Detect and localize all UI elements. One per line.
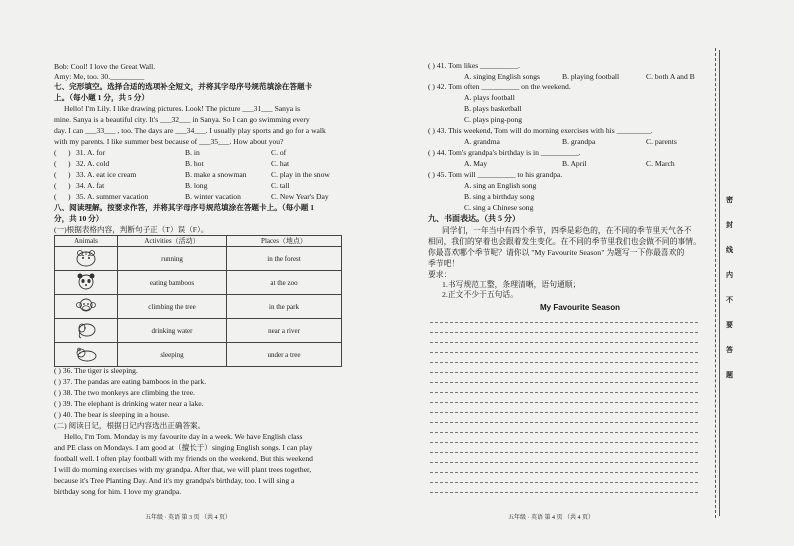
place-cell: under a tree: [227, 343, 342, 367]
activity-cell: running: [118, 247, 227, 271]
right-page: [400, 0, 794, 546]
page-footer: 五年级 · 英语 第 4 页 （共 4 页）: [508, 515, 594, 521]
mc-option-c: C. March: [646, 159, 675, 168]
cloze-option-c: C. New Year's Day: [271, 192, 329, 201]
passage-line: with my parents. I like summer best because of ___35___. How about you?: [54, 137, 284, 146]
cloze-option-c: C. of: [271, 148, 287, 157]
seal-line: [715, 48, 717, 518]
mc-option-a: A. singing English songs: [464, 72, 540, 81]
dialogue-line-1: Bob: Cool! I love the Great Wall.: [54, 62, 156, 71]
table-header: Places（地点）: [227, 236, 342, 247]
seal-char: 要: [726, 321, 733, 329]
mc-option-c: C. both A and B: [646, 72, 695, 81]
mc-option-a: A. plays football: [464, 93, 515, 102]
cloze-option-b: B. hot: [185, 159, 204, 168]
mc-option-b: B. plays basketball: [464, 104, 522, 113]
mc-option-a: A. grandma: [464, 137, 500, 146]
passage-line: day. I can ___33___ , too. The days are ___34___. I usually play sports and go for a walk: [54, 126, 326, 135]
mc-option-a: A. May: [464, 159, 488, 168]
cloze-option-b: B. winter vacation: [185, 192, 241, 201]
cloze-option-b: B. long: [185, 181, 208, 190]
mc-question: ( ) 41. Tom likes __________.: [428, 61, 520, 70]
page-footer: 五年级 · 英语 第 3 页 （共 4 页）: [145, 515, 231, 521]
table-header: Animals: [55, 236, 118, 247]
seal-char: 内: [726, 271, 733, 279]
activity-cell: climbing the tree: [118, 295, 227, 319]
mc-option-c: C. plays ping-pong: [464, 115, 523, 124]
requirements-label: 要求：: [428, 270, 452, 279]
tf-question: ( ) 36. The tiger is sleeping.: [54, 366, 138, 375]
diary-line: and PE class on Mondays. I am good at（擅长于）singing English songs. I can play: [54, 443, 313, 452]
tf-question: ( ) 38. The two monkeys are climbing the tree.: [54, 388, 195, 397]
table-row: [55, 343, 342, 367]
activity-cell: sleeping: [118, 343, 227, 367]
mc-option-c: C. parents: [646, 137, 677, 146]
cloze-option-b: B. make a snowman: [185, 170, 247, 179]
section9-title: 九、书面表达。（共 5 分）: [428, 214, 520, 223]
cloze-paren-close: ): [68, 170, 71, 179]
cloze-option-c: C. play in the snow: [271, 170, 330, 179]
table-row: [55, 295, 342, 319]
tiger-icon: [55, 247, 118, 271]
mc-option-b: B. playing football: [562, 72, 620, 81]
cloze-paren-close: ): [68, 159, 71, 168]
tf-question: ( ) 39. The elephant is drinking water near a lake.: [54, 399, 204, 408]
diary-line: Hello, I'm Tom. Monday is my favourite day in a week. We have English class: [64, 432, 303, 441]
section7-title: 七、完形填空。选择合适的选项补全短文，并将其字母序号规范填涂在答题卡: [54, 82, 313, 91]
place-cell: at the zoo: [227, 271, 342, 295]
requirement-line: 2.正文不少于五句话。: [442, 290, 519, 299]
seal-char: 答: [726, 346, 733, 354]
mc-question: ( ) 44. Tom's grandpa's birthday is in __________.: [428, 148, 581, 157]
subsection-1-title: (一)根据表格内容，判断句子正（T）误（F）。: [54, 225, 209, 234]
cloze-option-a: 34. A. fat: [76, 181, 105, 190]
cloze-option-a: 32. A. cold: [76, 159, 110, 168]
seal-char: 密: [726, 196, 733, 204]
cloze-paren-close: ): [68, 148, 71, 157]
cloze-option-c: C. tall: [271, 181, 290, 190]
essay-title: My Favourite Season: [540, 303, 621, 312]
diary-line: birthday song for him. I love my grandpa.: [54, 487, 182, 496]
activity-cell: drinking water: [118, 319, 227, 343]
tf-question: ( ) 40. The bear is sleeping in a house.: [54, 410, 170, 419]
table-row: [55, 319, 342, 343]
seal-char: 题: [726, 371, 733, 379]
table-row: [55, 247, 342, 271]
diary-line: I will do morning exercises with my grandpa. After that, we will plant trees together,: [54, 465, 312, 474]
mc-option-c: C. sing a Chinese song: [464, 203, 534, 212]
mc-option-a: A. sing an English song: [464, 181, 537, 190]
passage-line: Hello! I'm Lily. I like drawing pictures. Look! The picture ___31___ Sanya is: [64, 104, 301, 113]
prompt-line: 相同，我们的穿着也会跟着发生变化。在不同的季节里我们也会做不同的事情。: [428, 237, 701, 246]
animals-table: [54, 235, 342, 367]
dialogue-line-2: Amy: Me, too. 30._________: [54, 72, 145, 81]
place-cell: near a river: [227, 319, 342, 343]
section7-title-2: 上。（每小题 1 分，共 5 分）: [54, 93, 149, 102]
mc-option-b: B. April: [562, 159, 587, 168]
cloze-paren-close: ): [68, 181, 71, 190]
requirement-line: 1.书写规范工整，条理清晰，语句通顺；: [442, 280, 581, 289]
seal-char: 不: [726, 296, 733, 304]
tf-question: ( ) 37. The pandas are eating bamboos in the park.: [54, 377, 207, 386]
mc-option-b: B. sing a birthday song: [464, 192, 535, 201]
cloze-paren: (: [54, 192, 57, 201]
place-cell: in the forest: [227, 247, 342, 271]
bear-icon: [55, 343, 118, 367]
mc-option-b: B. grandpa: [562, 137, 596, 146]
cloze-paren: (: [54, 170, 57, 179]
subsection-2-title: (二) 阅读日记，根据日记内容选出正确答案。: [54, 421, 206, 430]
seal-char: 封: [726, 221, 733, 229]
cloze-option-a: 35. A. summer vacation: [76, 192, 149, 201]
table-header: Activities（活动）: [118, 236, 227, 247]
monkey-icon: [55, 295, 118, 319]
cloze-paren: (: [54, 159, 57, 168]
cloze-option-b: B. in: [185, 148, 200, 157]
prompt-line: 同学们，一年当中有四个季节，四季是彩色的，在不同的季节里天气各不: [442, 226, 692, 235]
cloze-option-a: 31. A. for: [76, 148, 106, 157]
cloze-paren-close: ): [68, 192, 71, 201]
seal-line-solid: [719, 50, 720, 516]
table-row: [55, 271, 342, 295]
place-cell: in the park: [227, 295, 342, 319]
cloze-paren: (: [54, 148, 57, 157]
elephant-icon: [55, 319, 118, 343]
diary-line: because it's Tree Planting Day. And it's my grandpa's birthday, too. I will sing a: [54, 476, 295, 485]
cloze-paren: (: [54, 181, 57, 190]
mc-question: ( ) 45. Tom will __________ to his grandpa.: [428, 170, 563, 179]
prompt-line: 你最喜欢哪个季节呢？请你以 "My Favourite Season" 为题写一下你最喜欢的: [428, 248, 685, 257]
cloze-option-a: 33. A. eat ice cream: [76, 170, 137, 179]
mc-question: ( ) 42. Tom often __________ on the weekend.: [428, 82, 571, 91]
activity-cell: eating bamboos: [118, 271, 227, 295]
cloze-option-c: C. hat: [271, 159, 290, 168]
mc-question: ( ) 43. This weekend, Tom will do morning exercises with his _________.: [428, 126, 653, 135]
passage-line: mine. Sanya is a beautiful city. It's ___32___ in Sanya. So I can go swimming every: [54, 115, 310, 124]
seal-char: 线: [726, 246, 733, 254]
panda-icon: [55, 271, 118, 295]
prompt-line: 季节吧！: [428, 259, 460, 268]
section8-title-2: 分，共 10 分）: [54, 214, 104, 223]
diary-line: football well. I often play football with my friends on the weekend. But this weekend: [54, 454, 313, 463]
section8-title: 八、阅读理解。按要求作答，并将其字母序号规范填涂在答题卡上。（每小题 1: [54, 203, 315, 212]
